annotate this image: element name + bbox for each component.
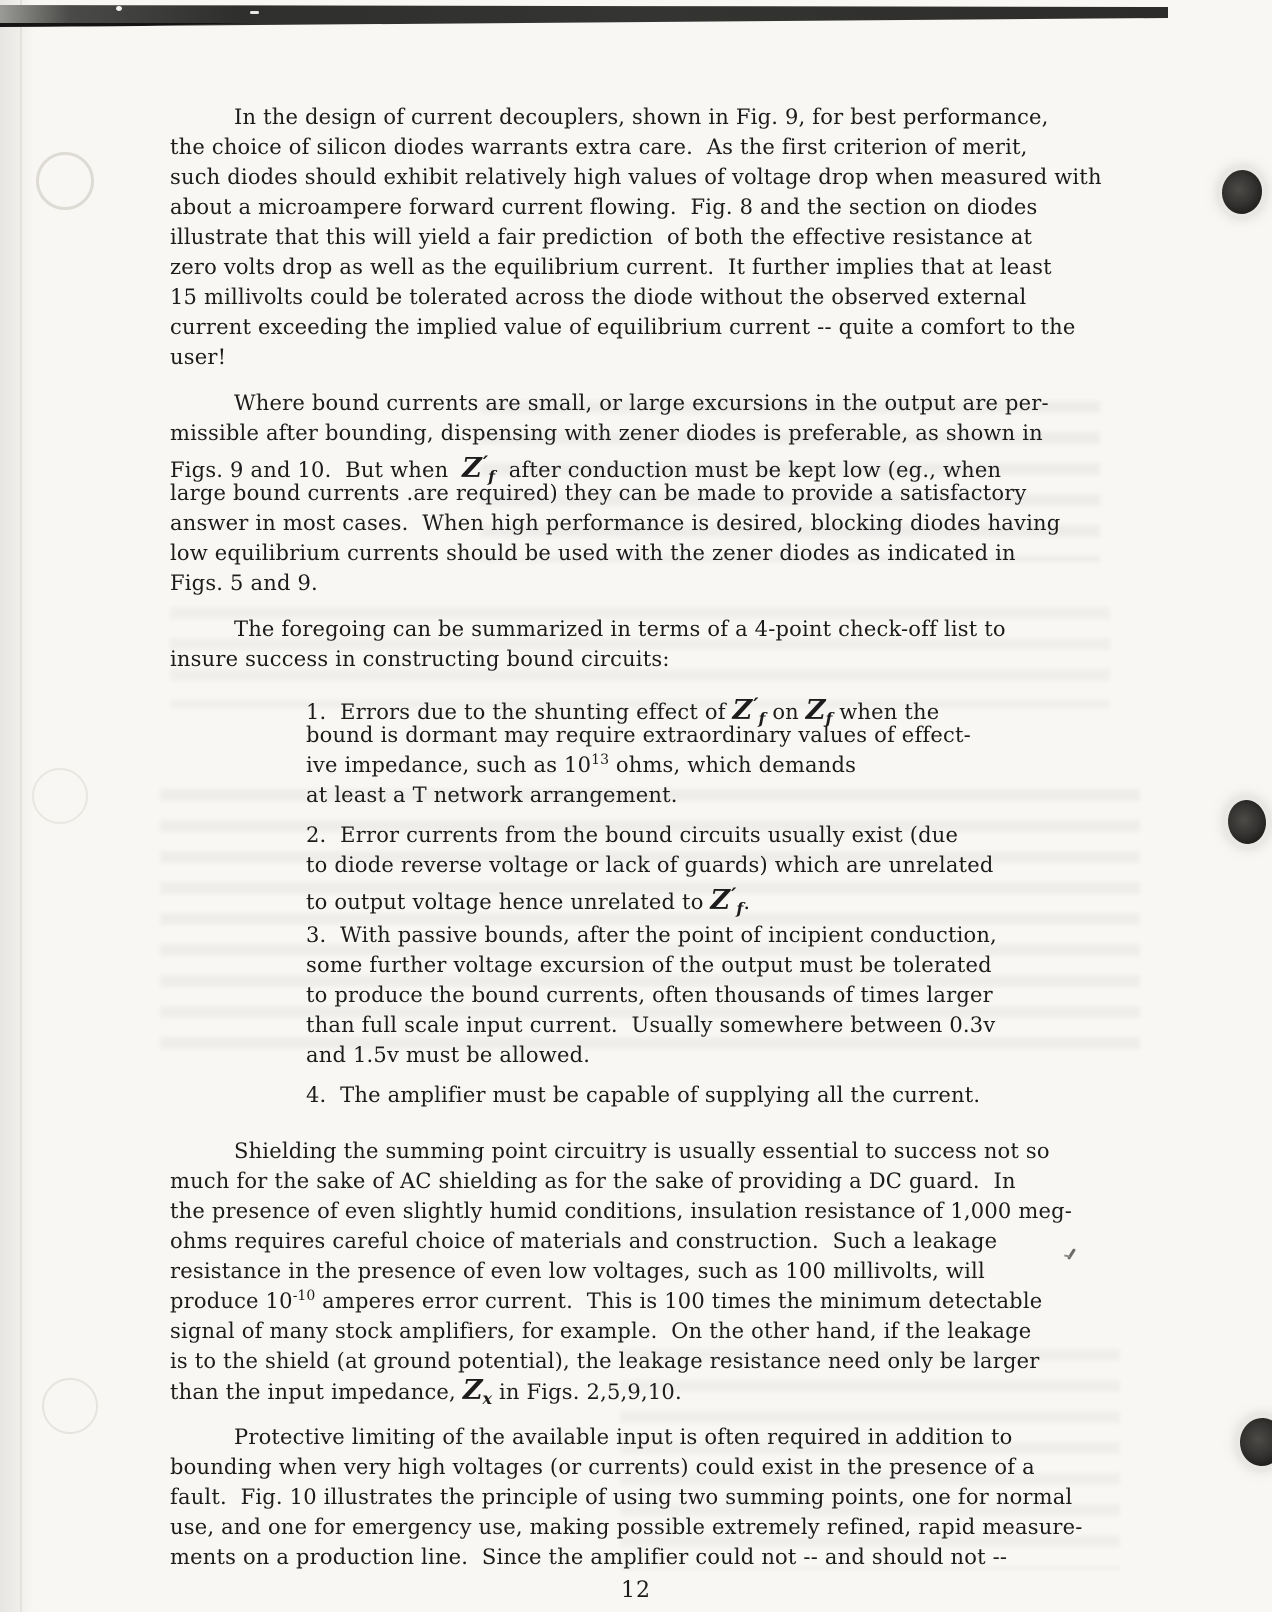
ring-impression [36, 152, 94, 210]
text-line: Figs. 9 and 10. But when $Z'_f$ after conduction must be kept low (eg., when [170, 451, 1002, 486]
text-line: Figs. 5 and 9. [170, 571, 318, 595]
text-line: such diodes should exhibit relatively high values of voltage drop when measured with [170, 165, 1102, 189]
text-line: Where bound currents are small, or large excursions in the output are per- [234, 391, 1049, 415]
impedance-symbol: $Z_f$ [805, 695, 833, 728]
fold-line [20, 0, 22, 1612]
text-line: the choice of silicon diodes warrants extra care. As the first criterion of merit, [170, 135, 1028, 159]
text-line: and 1.5v must be allowed. [306, 1043, 591, 1067]
text-line: current exceeding the implied value of equilibrium current -- quite a comfort to the [170, 315, 1076, 339]
text-line: user! [170, 345, 227, 369]
paragraph [170, 1136, 1122, 1406]
punch-hole-mark [1219, 167, 1265, 216]
text-line: 2. Error currents from the bound circuits usually exist (due [306, 823, 959, 847]
text-line: ive impedance, such as $10^{13}$ ohms, which demands [306, 752, 857, 777]
superscript: -10 [292, 1288, 316, 1304]
punch-hole-mark [1226, 798, 1268, 846]
ring-impression [32, 768, 88, 824]
text-line: Shielding the summing point circuitry is usually essential to success not so [234, 1139, 1050, 1163]
impedance-symbol: $Z'_f$ [462, 451, 495, 486]
text-line: 1. Errors due to the shunting effect of $Z'_f$ on $Z_f$ when the [306, 693, 940, 728]
list-item [306, 820, 1122, 918]
impedance-symbol: $Z'_f$ [710, 883, 744, 918]
paragraph [170, 102, 1122, 372]
text-line: to output voltage hence unrelated to $Z'_f$. [306, 883, 751, 918]
text-line: In the design of current decouplers, shown in Fig. 9, for best performance, [234, 105, 1049, 129]
text-line: the presence of even slightly humid conditions, insulation resistance of 1,000 meg- [170, 1199, 1073, 1223]
text-line: Protective limiting of the available input is often required in addition to [234, 1425, 1013, 1449]
text-line: The foregoing can be summarized in terms of a 4-point check-off list to [234, 617, 1006, 641]
text-line: about a microampere forward current flowing. Fig. 8 and the section on diodes [170, 195, 1038, 219]
list-item [306, 920, 1122, 1070]
impedance-symbol: $Z'_f$ [732, 693, 766, 728]
text-line: than the input impedance, $Z_x$ in Figs. 2,5,9,10. [170, 1375, 682, 1408]
text-line: some further voltage excursion of the output must be tolerated [306, 953, 992, 977]
list-item [306, 1080, 1122, 1110]
text-line: answer in most cases. When high performance is desired, blocking diodes having [170, 511, 1061, 535]
text-line: 4. The amplifier must be capable of supplying all the current. [306, 1083, 981, 1107]
text-line: is to the shield (at ground potential), the leakage resistance need only be larger [170, 1349, 1040, 1373]
text-line: large bound currents .are required) they can be made to provide a satisfactory [170, 481, 1027, 505]
paragraph [170, 1422, 1122, 1572]
ring-impression [42, 1378, 98, 1434]
text-line: to diode reverse voltage or lack of guards) which are unrelated [306, 853, 994, 877]
text-line: ohms requires careful choice of materials and construction. Such a leakage [170, 1229, 998, 1253]
spine-shadow [0, 0, 34, 1612]
text-line: 15 millivolts could be tolerated across the diode without the observed external [170, 285, 1027, 309]
text-line: fault. Fig. 10 illustrates the principle of using two summing points, one for normal [170, 1485, 1073, 1509]
page-number: 12 [621, 1578, 651, 1603]
punch-hole-mark [1238, 1417, 1272, 1468]
text-line: 3. With passive bounds, after the point of incipient conduction, [306, 923, 997, 947]
paragraph [170, 614, 1122, 674]
check-off-list [306, 690, 1122, 1110]
text-line: to produce the bound currents, often thousands of times larger [306, 983, 993, 1007]
text-line: use, and one for emergency use, making possible extremely refined, rapid measure- [170, 1515, 1083, 1539]
paper-speck [116, 6, 122, 11]
text-line: ments on a production line. Since the amplifier could not -- and should not -- [170, 1545, 1008, 1569]
document-body [170, 102, 1122, 1588]
text-line: low equilibrium currents should be used with the zener diodes as indicated in [170, 541, 1016, 565]
list-item [306, 690, 1122, 810]
text-line: signal of many stock amplifiers, for example. On the other hand, if the leakage [170, 1319, 1032, 1343]
text-line: much for the sake of AC shielding as for the sake of providing a DC guard. In [170, 1169, 1016, 1193]
text-line: produce $10^{-10}$ amperes error current. This is 100 times the minimum detectable [170, 1288, 1043, 1313]
impedance-symbol: $Z_x$ [462, 1375, 493, 1408]
text-line: than full scale input current. Usually somewhere between 0.3v [306, 1013, 996, 1037]
text-line: zero volts drop as well as the equilibrium current. It further implies that at least [170, 255, 1052, 279]
superscript: 13 [591, 752, 609, 768]
text-line: at least a T network arrangement. [306, 783, 678, 807]
text-line: insure success in constructing bound circuits: [170, 647, 670, 671]
text-line: bounding when very high voltages (or currents) could exist in the presence of a [170, 1455, 1035, 1479]
paper-speck [250, 11, 259, 14]
text-line: missible after bounding, dispensing with zener diodes is preferable, as shown in [170, 421, 1043, 445]
paragraph [170, 388, 1122, 598]
scan-band-artifact [0, 0, 1168, 30]
text-line: illustrate that this will yield a fair prediction of both the effective resistance at [170, 225, 1033, 249]
text-line: bound is dormant may require extraordinary values of effect- [306, 723, 971, 747]
text-line: resistance in the presence of even low voltages, such as 100 millivolts, will [170, 1259, 985, 1283]
